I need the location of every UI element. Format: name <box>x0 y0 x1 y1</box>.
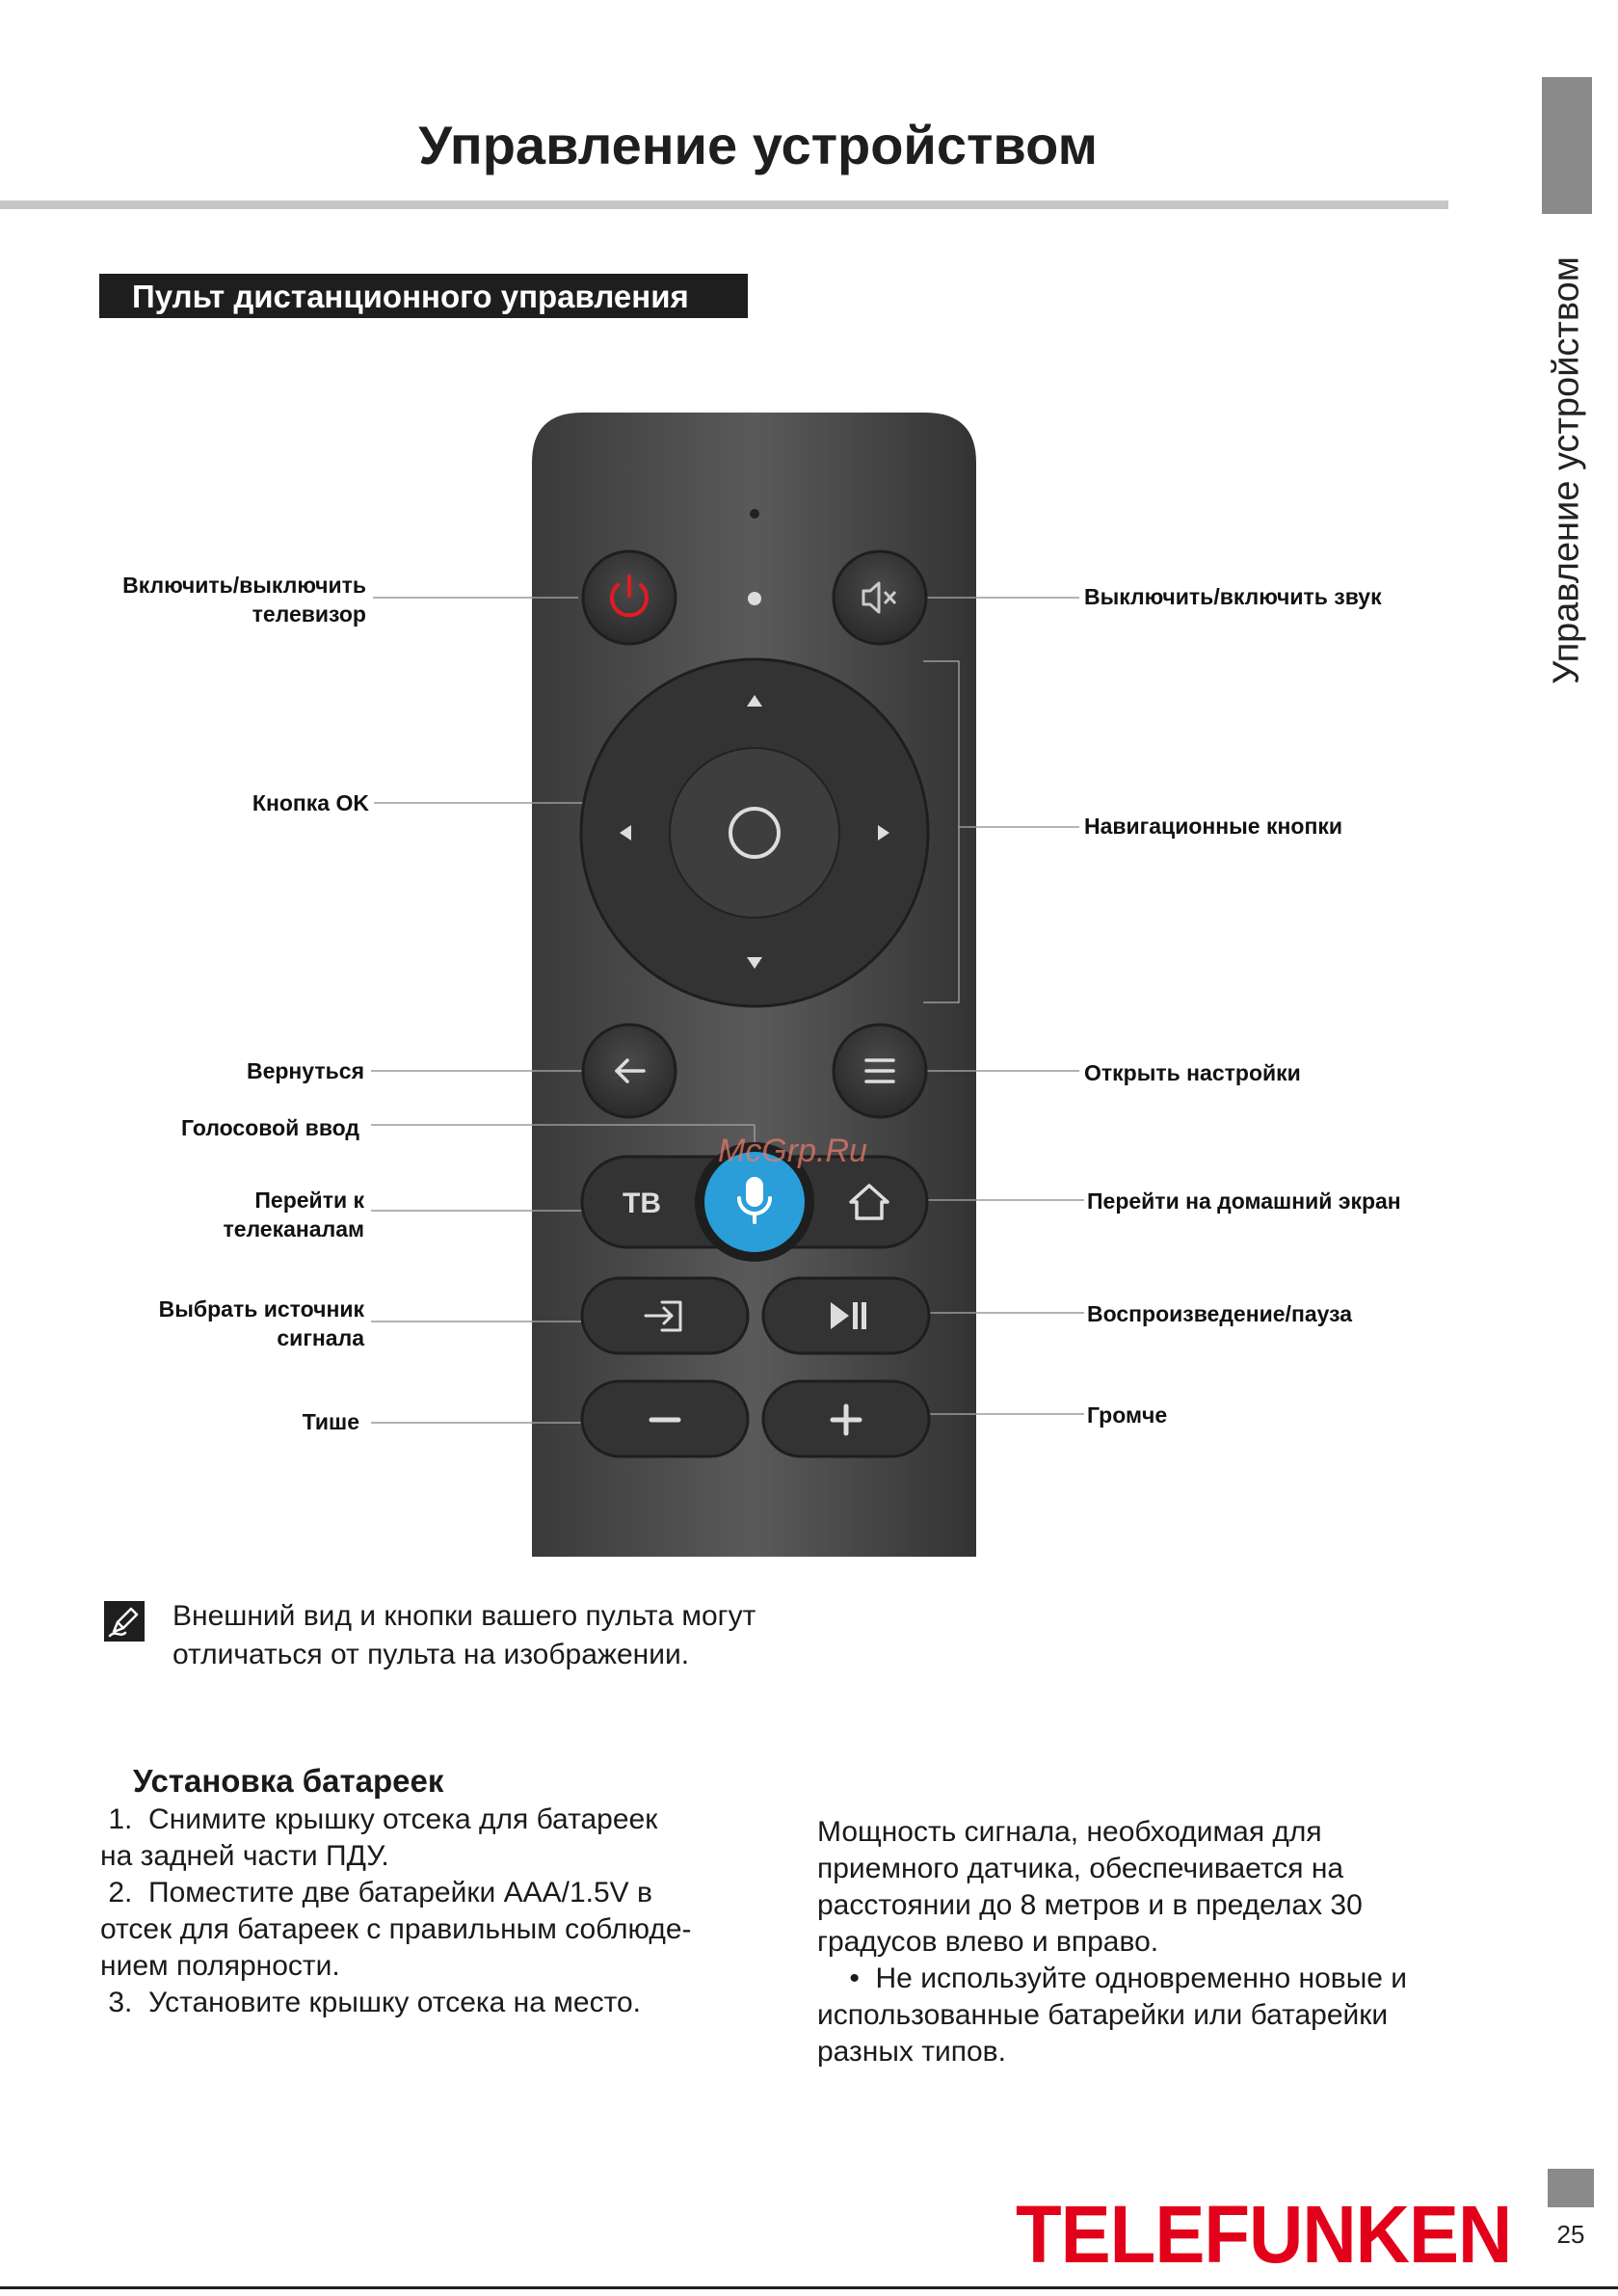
indicator-dot <box>748 592 761 605</box>
battery-steps: 1. Снимите крышку отсека для батареек на задней части ПДУ. 2. Поместите две батарейки AAA/1.5V в отсек для батареек с правильным соблюде- нием полярности. 3. Установите крышку отсека на место. <box>100 1803 692 2018</box>
label-settings: Открыть настройки <box>1084 1060 1301 1085</box>
label-mute: Выключить/включить звук <box>1084 584 1382 609</box>
label-nav: Навигационные кнопки <box>1084 814 1342 839</box>
note-pencil-icon <box>104 1601 145 1642</box>
brand-logo: TELEFUNKEN <box>1016 2188 1512 2281</box>
page-number: 25 <box>1556 2220 1585 2249</box>
label-source: Выбрать источник сигнала <box>158 1296 364 1350</box>
ok-button <box>670 748 839 918</box>
page-marker <box>1548 2169 1594 2207</box>
label-volume-down: Тише <box>302 1409 359 1434</box>
battery-heading: Установка батареек <box>133 1763 444 1799</box>
page-title: Управление устройством <box>418 115 1098 175</box>
note-text: Внешний вид и кнопки вашего пульта могут отличаться от пульта на изображении. <box>172 1600 756 1670</box>
label-voice: Голосовой ввод <box>181 1115 359 1140</box>
label-ok: Кнопка OK <box>252 790 369 815</box>
label-power: Включить/выключить телевизор <box>122 573 366 627</box>
tv-button-label: ТВ <box>623 1188 661 1219</box>
label-back: Вернуться <box>246 1058 364 1083</box>
watermark: McGrp.Ru <box>718 1133 867 1169</box>
label-volume-up: Громче <box>1087 1402 1168 1428</box>
label-home: Перейти на домашний экран <box>1087 1188 1401 1214</box>
bottom-divider <box>0 2286 1618 2289</box>
label-play-pause: Воспроизведение/пауза <box>1087 1301 1353 1326</box>
section-heading: Пульт дистанционного управления <box>99 274 748 318</box>
ir-led-dot <box>750 509 759 519</box>
label-channels: Перейти к телеканалам <box>223 1188 364 1241</box>
signal-range-info: Мощность сигнала, необходимая для приемного датчика, обеспечивается на расстоянии до 8 метров и в пределах 30 градусов влево и вправо. • Не используйте одновременно новые и использованные батарейки или батарейки разных типов. <box>817 1816 1408 2068</box>
side-tab-label: Управление устройством <box>1546 256 1587 684</box>
